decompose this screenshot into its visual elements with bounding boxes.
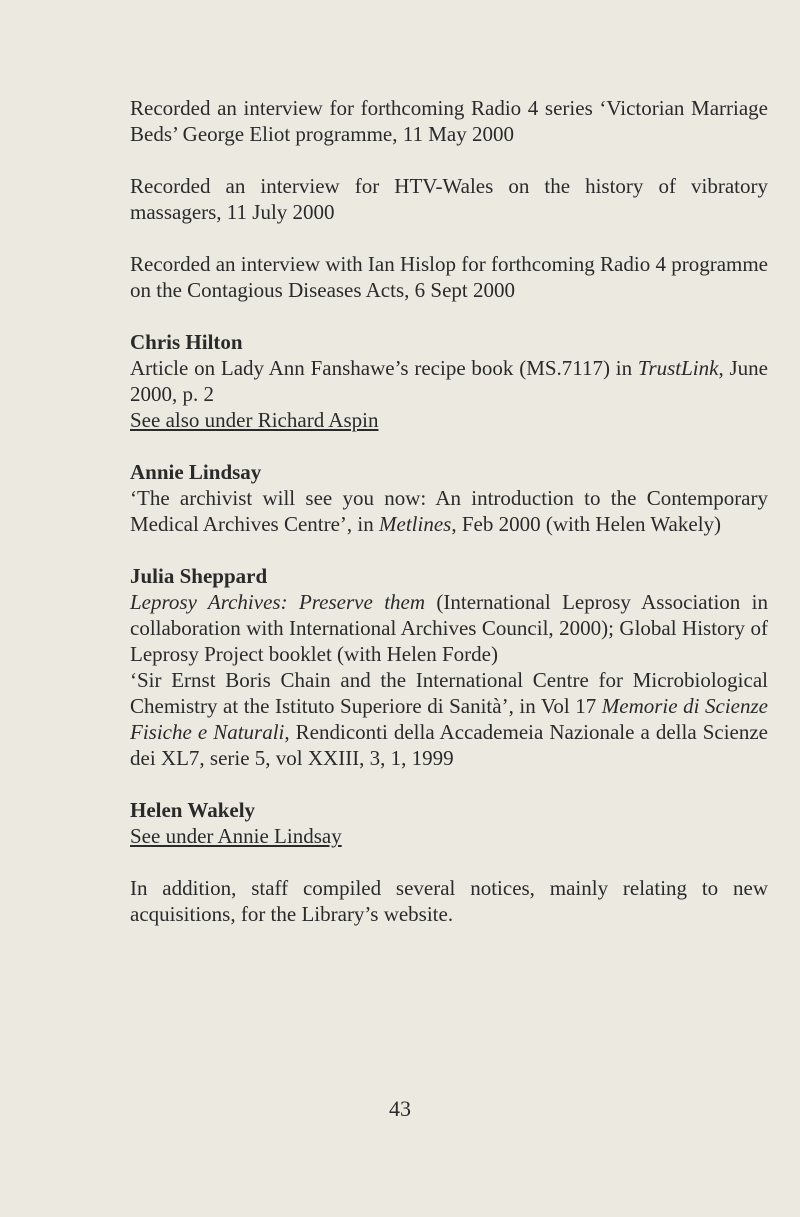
entry-ian-hislop-interview: Recorded an interview with Ian Hislop for forthcoming Radio 4 programme on the Contagious Diseases Acts, 6 Sept 2000 (130, 252, 768, 302)
page-number: 43 (389, 1096, 411, 1121)
sheppard-item-2-publication: Memorie di Scienze Fisiche e Naturali (130, 694, 768, 744)
entry-radio4-victorian-marriage-beds: Recorded an interview for forthcoming Radio 4 series ‘Victorian Marriage Beds’ George Eliot programme, 11 May 2000 (130, 96, 768, 146)
sheppard-item-1-title: Leprosy Archives: Preserve them (130, 590, 426, 614)
entry-htv-wales-interview: Recorded an interview for HTV-Wales on the history of vibratory massagers, 11 July 2000 (130, 174, 768, 224)
hilton-see-also-text: See also under Richard Aspin (130, 408, 379, 432)
lindsay-article-date: , Feb 2000 (with Helen Wakely) (451, 512, 722, 536)
lindsay-article (130, 485, 768, 537)
hilton-see-also (130, 407, 768, 433)
sheppard-item-1-text: (International Leprosy Association in collaboration with International Archives Council, 2000); Global History of Leprosy Project booklet (with Helen Forde) (130, 590, 769, 666)
sheppard-item-1 (130, 589, 768, 667)
section-julia-sheppard (130, 563, 768, 771)
name-chris-hilton: Chris Hilton (130, 330, 243, 354)
section-helen-wakely (130, 797, 768, 849)
hilton-article-date: , June 2000, p. 2 (130, 356, 768, 406)
wakely-see-under (130, 823, 768, 849)
section-chris-hilton (130, 329, 768, 433)
sheppard-item-2 (130, 667, 768, 771)
hilton-article-publication: TrustLink (637, 356, 719, 380)
hilton-article (130, 355, 768, 407)
name-annie-lindsay: Annie Lindsay (130, 460, 262, 484)
name-helen-wakely: Helen Wakely (130, 798, 256, 822)
hilton-article-text: Article on Lady Ann Fanshawe’s recipe book (MS.7117) in (130, 356, 638, 380)
lindsay-article-publication: Metlines (379, 512, 452, 536)
sheppard-item-2-details: , Rendiconti della Accademeia Nazionale a della Scienze dei XL7, serie 5, vol XXIII, 3, 1, 1999 (130, 720, 768, 770)
sheppard-item-2-text: ‘Sir Ernst Boris Chain and the International Centre for Microbiological Chemistry at the Istituto Superiore di Sanità’, in Vol 17 (130, 668, 768, 718)
wakely-see-under-text: See under Annie Lindsay (130, 824, 342, 848)
name-julia-sheppard: Julia Sheppard (130, 564, 268, 588)
page-content (130, 95, 768, 953)
section-annie-lindsay (130, 459, 768, 537)
closing-paragraph: In addition, staff compiled several notices, mainly relating to new acquisitions, for the Library’s website. (130, 876, 768, 926)
lindsay-article-text: ‘The archivist will see you now: An introduction to the Contemporary Medical Archives Centre’, in (130, 486, 768, 536)
